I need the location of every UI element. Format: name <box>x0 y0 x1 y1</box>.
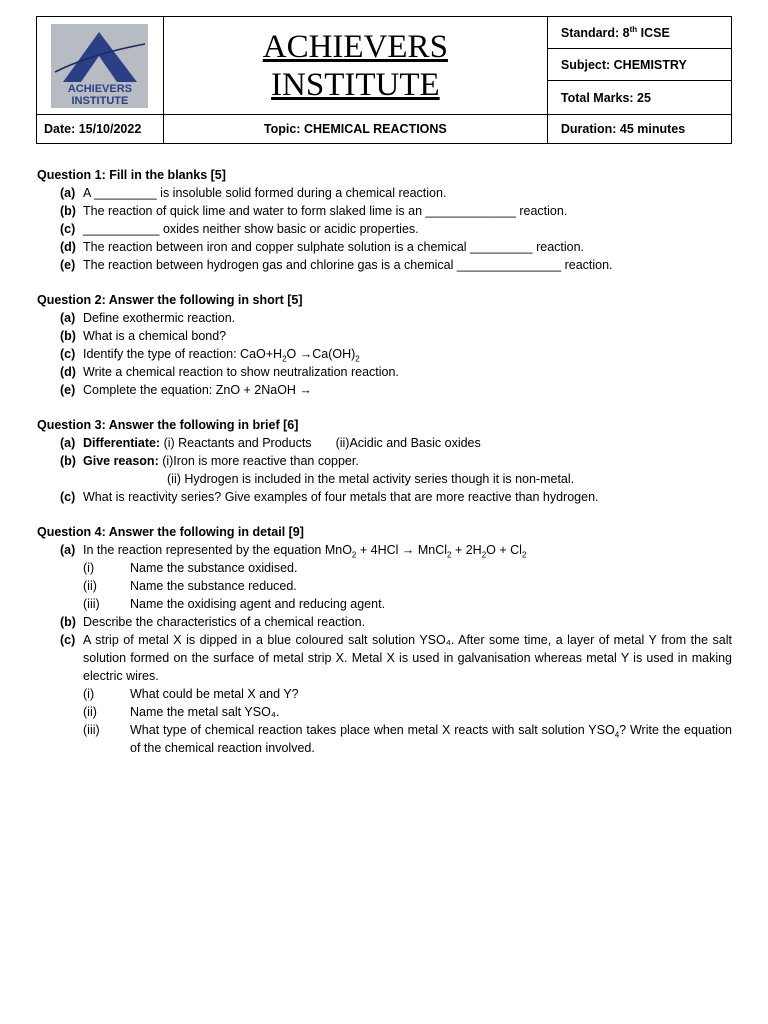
list-item: (c) ___________ oxides neither show basic or acidic properties. <box>60 222 419 236</box>
list-item: (a) A _________ is insoluble solid formed during a chemical reaction. <box>60 186 447 200</box>
list-item: (b) The reaction of quick lime and water to form slaked lime is an _____________ reaction. <box>60 204 568 218</box>
list-item: (a) Define exothermic reaction. <box>60 311 236 325</box>
standard-cell: Standard: 8th ICSE <box>547 17 731 49</box>
date-cell: Date: 15/10/2022 <box>37 115 164 144</box>
list-item: (a) In the reaction represented by the equation MnO$_2$ + 4HCl → MnCl$_2$ + $2H_2O + Cl_2$ <box>60 543 527 560</box>
title-line-2: INSTITUTE <box>271 66 440 103</box>
title-cell <box>163 17 547 115</box>
question-4-title: Question 4: Answer the following in detail [9] <box>37 525 304 539</box>
list-item: (ii) Name the metal salt YSO₄. <box>83 705 280 719</box>
question-1-title: Question 1: Fill in the blanks [5] <box>37 168 226 182</box>
list-item: (b) Describe the characteristics of a chemical reaction. <box>60 615 366 629</box>
title-line-1: ACHIEVERS <box>262 28 448 65</box>
list-item: (a) Differentiate: (i) Reactants and Products (ii)Acidic and Basic oxides <box>60 436 481 450</box>
list-item: (ii) Name the substance reduced. <box>83 579 297 593</box>
question-2-title: Question 2: Answer the following in short [5] <box>37 293 303 307</box>
list-item: (ii) Hydrogen is included in the metal activity series though it is non-metal. <box>167 472 575 486</box>
logo-text-2: INSTITUTE <box>71 94 129 107</box>
list-item: (iii) Name the oxidising agent and reducing agent. <box>83 597 386 611</box>
duration-cell: Duration: 45 minutes <box>547 115 731 144</box>
list-item: (b) Give reason: (i)Iron is more reactive than copper. <box>60 454 359 468</box>
list-item: (e) Complete the equation: ZnO + 2NaOH → <box>60 383 312 397</box>
list-item: (i) Name the substance oxidised. <box>83 561 298 575</box>
question-1 <box>37 166 732 274</box>
logo-text-1: ACHIEVERS <box>67 82 132 95</box>
list-item: (c) Identify the type of reaction: $CaO+H_2O \to Ca(OH)_2$ <box>60 347 360 364</box>
total-marks-cell: Total Marks: 25 <box>547 81 731 115</box>
list-item: (e) The reaction between hydrogen gas and chlorine gas is a chemical _______________ reaction. <box>60 258 613 272</box>
question-3-title: Question 3: Answer the following in brief [6] <box>37 418 299 432</box>
header-table <box>36 16 732 144</box>
list-item: (d) Write a chemical reaction to show neutralization reaction. <box>60 365 399 379</box>
list-item: (iii) What type of chemical reaction takes place when metal X reacts with salt solution $YSO_4$? Write the equation of the chemical reaction involved. <box>83 723 732 755</box>
list-item: (c) What is reactivity series? Give examples of four metals that are more reactive than hydrogen. <box>60 490 599 504</box>
list-item: (i) What could be metal X and Y? <box>83 687 299 701</box>
question-4 <box>37 523 732 757</box>
question-2 <box>37 291 732 399</box>
topic-cell: Topic: CHEMICAL REACTIONS <box>163 115 547 144</box>
list-item: (b) What is a chemical bond? <box>60 329 227 343</box>
subject-cell: Subject: CHEMISTRY <box>547 49 731 81</box>
list-item: (c) A strip of metal X is dipped in a blue coloured salt solution YSO₄. After some time, a layer of metal Y from the salt solution formed on the surface of metal strip X. Metal X is used in galvanisation whereas metal Y is used in making electric wires. <box>60 633 732 683</box>
question-content <box>37 166 732 774</box>
list-item: (d) The reaction between iron and copper sulphate solution is a chemical _________ reaction. <box>60 240 585 254</box>
achievers-logo-icon <box>51 24 148 108</box>
logo-cell <box>37 17 164 115</box>
question-3 <box>37 416 732 506</box>
